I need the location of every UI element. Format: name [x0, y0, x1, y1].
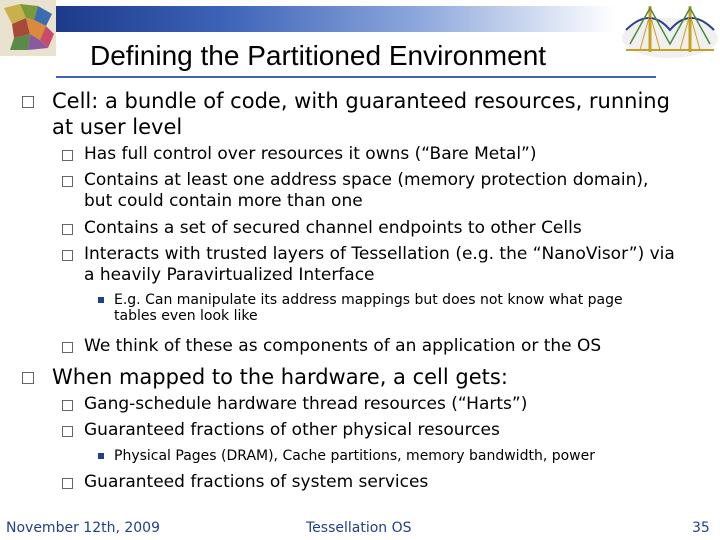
bullet-line: Interacts with trusted layers of Tessellation (e.g. the “NanoVisor”) via — [84, 244, 675, 264]
bullet-box-icon — [62, 176, 73, 187]
bullet-text-level-3 — [114, 448, 595, 464]
bullet-box-icon — [62, 150, 73, 161]
bullet-box-icon — [62, 426, 73, 437]
bullet-line: Guaranteed fractions of system services — [84, 472, 429, 492]
bullet-line: Guaranteed fractions of other physical resources — [84, 420, 500, 440]
bullet-line: at user level — [52, 115, 183, 139]
bullet-line: Gang-schedule hardware thread resources (“Harts”) — [84, 394, 528, 414]
bullet-box-icon — [62, 342, 73, 353]
bridge-logo-icon — [620, 0, 720, 70]
bullet-square-icon — [98, 297, 104, 303]
bullet-text-level-2 — [84, 218, 582, 239]
bullet-box-icon — [62, 400, 73, 411]
bullet-text-level-1 — [52, 364, 508, 390]
bullet-square-icon — [98, 453, 104, 459]
tessellation-logo-icon — [0, 0, 56, 56]
bullet-box-icon — [62, 224, 73, 235]
bullet-text-level-3 — [114, 292, 623, 324]
header-gradient-bar — [56, 6, 616, 32]
bullet-line: We think of these as components of an application or the OS — [84, 336, 602, 356]
bullet-box-icon — [22, 372, 34, 384]
bullet-line: a heavily Paravirtualized Interface — [84, 265, 375, 285]
bullet-line: Contains a set of secured channel endpoints to other Cells — [84, 218, 582, 238]
bullet-text-level-2 — [84, 244, 675, 286]
bullet-line: When mapped to the hardware, a cell gets: — [52, 365, 508, 389]
bullet-text-level-2 — [84, 336, 601, 357]
footer-date: November 12th, 2009 — [6, 520, 160, 536]
bullet-line: Cell: a bundle of code, with guaranteed resources, running — [52, 89, 670, 113]
bullet-line: Has full control over resources it owns (“Bare Metal”) — [84, 144, 537, 164]
footer-page-number: 35 — [692, 520, 710, 536]
bullet-box-icon — [62, 478, 73, 489]
bullet-text-level-1 — [52, 88, 670, 140]
bullet-text-level-2 — [84, 420, 500, 441]
slide-title: Defining the Partitioned Environment — [90, 40, 547, 71]
footer-center: Tessellation OS — [306, 520, 412, 536]
bullet-text-level-2 — [84, 472, 428, 493]
bullet-text-level-2 — [84, 170, 648, 212]
bullet-box-icon — [22, 96, 34, 108]
bullet-text-level-2 — [84, 394, 527, 415]
bullet-line: but could contain more than one — [84, 191, 363, 211]
bullet-box-icon — [62, 250, 73, 261]
bullet-line: tables even look like — [114, 308, 258, 324]
header-rule — [56, 76, 656, 78]
bullet-line: Physical Pages (DRAM), Cache partitions, memory bandwidth, power — [114, 448, 595, 464]
bullet-line: E.g. Can manipulate its address mappings but does not know what page — [114, 292, 623, 308]
bullet-text-level-2 — [84, 144, 536, 165]
bullet-line: Contains at least one address space (memory protection domain), — [84, 170, 649, 190]
